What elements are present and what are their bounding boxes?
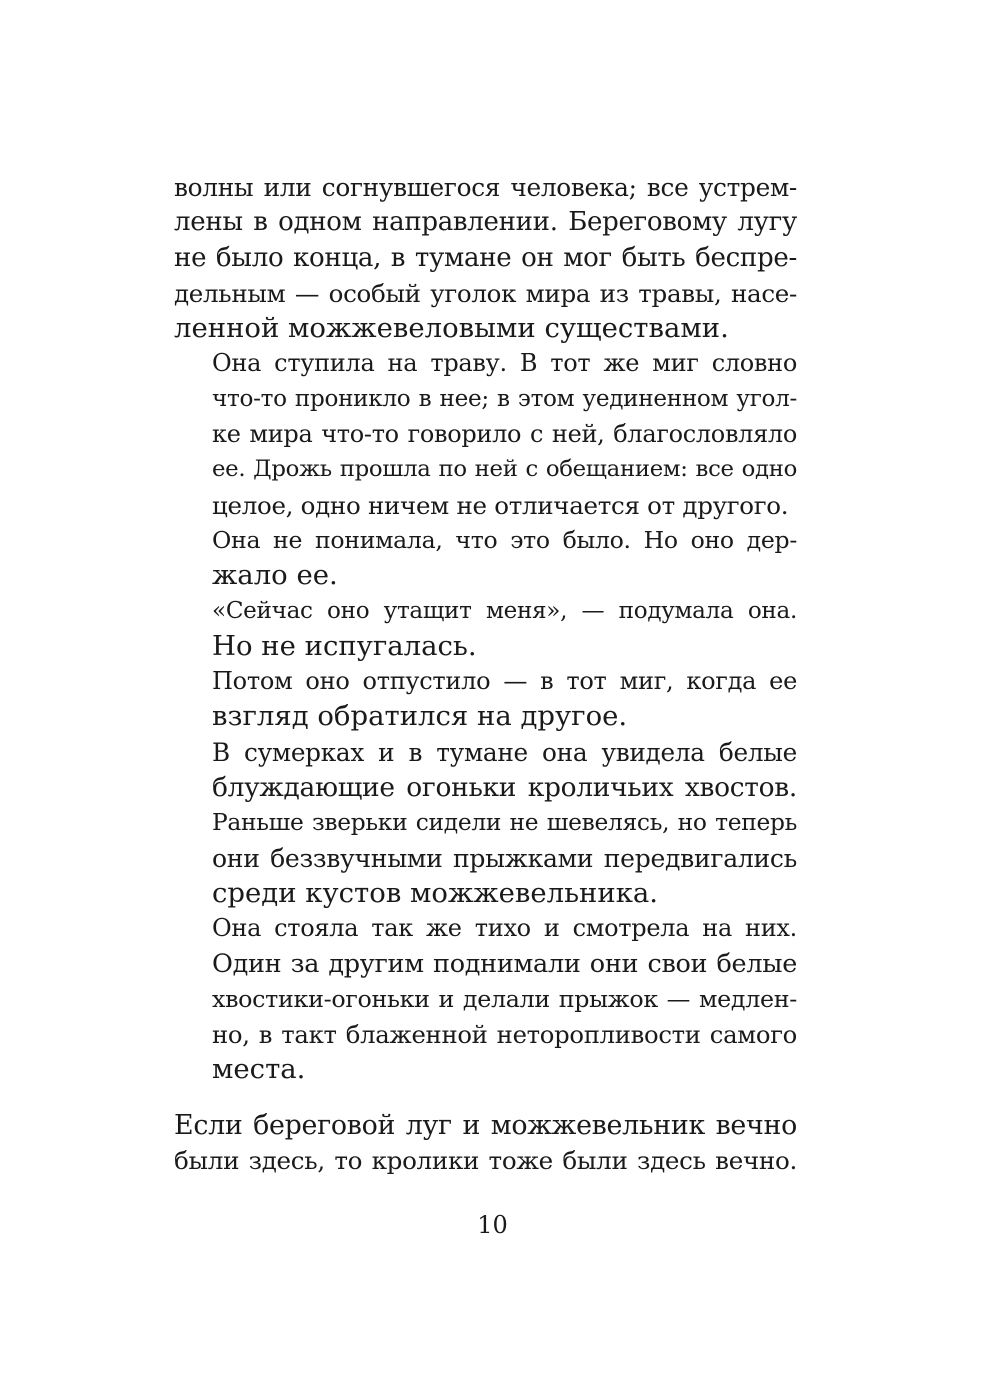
text-line: не было конца, в тумане он мог быть беспре- (174, 242, 797, 273)
main-text (174, 170, 797, 1088)
paragraph-2 (174, 346, 797, 522)
text-line: но, в такт блаженной неторопливости самого (212, 1020, 797, 1050)
text-line: ее. Дрожь прошла по ней с обещанием: все одно (212, 456, 797, 483)
text-line: В сумерках и в тумане она увидела белые (212, 737, 797, 767)
text-line: волны или согнувшегося человека; все устрем- (174, 173, 797, 202)
closing-paragraph (174, 1108, 797, 1179)
text-line: Она стояла так же тихо и смотрела на них. (212, 914, 797, 943)
paragraph-7 (174, 911, 797, 1087)
text-line: ке мира что-то говорило с ней, благословляло (212, 420, 797, 449)
text-line: Но не испугалась. (212, 629, 477, 662)
text-line: Потом оно отпустило — в тот миг, когда ее (212, 667, 797, 696)
text-line: среди кустов можжевельника. (212, 876, 659, 909)
paragraph-5 (174, 664, 797, 735)
text-line: были здесь, то кролики тоже были здесь вечно. (174, 1146, 797, 1176)
text-line: целое, одно ничем не отличается от другого. (212, 490, 789, 520)
text-line: места. (212, 1053, 306, 1086)
text-line: Один за другим поднимали они свои белые (212, 948, 797, 979)
text-line: блуждающие огоньки кроличьих хвостов. (212, 772, 797, 804)
paragraph-4 (174, 594, 797, 665)
text-line: они беззвучными прыжками передвигались (212, 843, 797, 873)
text-line: Она ступила на траву. В тот же миг словно (212, 349, 797, 378)
text-line: жало ее. (212, 559, 338, 592)
paragraph-1 (174, 170, 797, 346)
text-line: Она не понимала, что это было. Но оно дер- (212, 525, 797, 554)
text-line: «Сейчас оно утащит меня», — подумала она. (212, 597, 797, 624)
closing-text (174, 1108, 797, 1179)
text-line: хвостики-огоньки и делали прыжок — медлен- (212, 984, 797, 1013)
text-line: Раньше зверьки сидели не шевелясь, но теперь (212, 808, 797, 837)
text-line: что-то проникло в нее; в этом уединенном угол- (212, 385, 797, 412)
page-number: 10 (477, 1211, 508, 1239)
text-line: дельным — особый уголок мира из травы, насе- (174, 278, 797, 308)
text-line: Если береговой луг и можжевельник вечно (174, 1110, 797, 1141)
paragraph-3 (174, 523, 797, 594)
paragraph-6 (174, 735, 797, 911)
text-line: ленной можжевеловыми существами. (174, 312, 729, 345)
text-line: лены в одном направлении. Береговому лугу (174, 207, 797, 238)
text-line: взгляд обратился на другое. (212, 700, 628, 733)
